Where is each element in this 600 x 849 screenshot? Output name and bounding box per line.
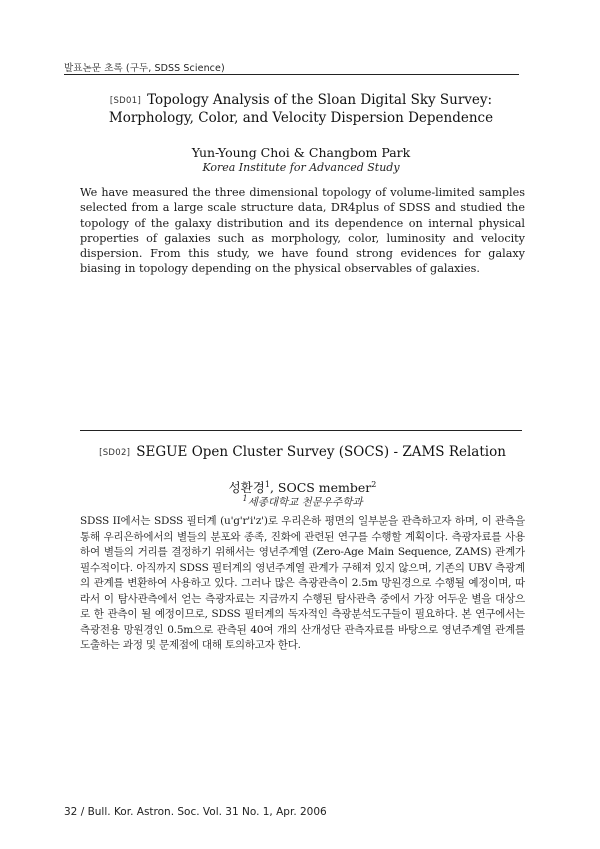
affiliation-mark: 1 — [242, 494, 248, 503]
abstract-body: SDSS II에서는 SDSS 필터계 (u'g'r'i'z')로 우리은하 평면의 일부분을 관측하고자 하며, 이 관측을 통해 우리은하에서의 별들의 분포와 종족, 진화에 관련된 연구를 수행할 계획이다. 측광자료를 사용하여 별들의 거리를 결정하기 위해서는 영년주계열 (Zero-Age Main Sequence, ZAMS) 관계가 필수적이다. 아직까지 SDSS 필터계의 영년주계열 관계가 구해져 있지 않으며, 기존의 UBV 측광계의 관계를 변환하여 사용하고 있다. 그러나 많은 측광관측이 2.5m 망원경으로 수행될 예정이며, 따라서 이 탐사관측에서 얻는 측광자료는 지금까지 수행된 탐사관측 중에서 가장 어두운 별을 대상으로 한 관측이 될 예정이므로, SDSS 필터계의 독자적인 측광분석도구들이 필요하다. 본 연구에서는 측광전용 망원경인 0.5m으로 관측된 40여 개의 산개성단 관측자료를 바탕으로 영년주계열 관계를 도출하는 과정 및 문제점에 대해 토의하고자 한다. — [80, 515, 525, 651]
abstract-authors: Yun-Young Choi & Changbom Park — [191, 145, 411, 160]
page-footer: 32 / Bull. Kor. Astron. Soc. Vol. 31 No. 1, Apr. 2006 — [64, 806, 327, 818]
abstract-sd02-title-line — [80, 444, 525, 460]
author-separator: , — [269, 480, 278, 495]
abstract-title: SEGUE Open Cluster Survey (SOCS) - ZAMS Relation — [136, 444, 506, 460]
author-affiliation-mark: 1 — [264, 479, 270, 489]
abstract-body: We have measured the three dimensional topology of volume-limited samples selected from a large scale structure data, DR4plus of SDSS and studied the topology of the galaxy distribution and its dependence on internal physical properties of galaxies such as morphology, color, luminosity and velocity dispersion. From this study, we have found strong evidences for galaxy biasing in topology depending on the physical observables of galaxies. — [80, 186, 525, 276]
section-divider — [80, 430, 522, 431]
abstract-code: [SD02] — [99, 448, 131, 458]
author-name: 성환경 — [228, 480, 265, 495]
author-name: SOCS member — [277, 480, 372, 495]
abstract-affiliation — [80, 494, 525, 510]
abstract-affiliation: Korea Institute for Advanced Study — [202, 161, 400, 174]
abstract-sd01 — [76, 92, 526, 174]
author-affiliation-mark: 2 — [371, 479, 377, 489]
abstract-title-line — [76, 92, 526, 127]
affiliation-name: 세종대학교 천문우주학과 — [247, 496, 363, 509]
running-head: 발표논문 초록 (구두, SDSS Science) — [64, 63, 225, 74]
abstract-code: [SD01] — [109, 96, 142, 106]
abstract-title: Topology Analysis of the Sloan Digital Sky Survey: Morphology, Color, and Velocity Dispersion Dependence — [108, 92, 494, 126]
header-rule — [64, 74, 519, 75]
